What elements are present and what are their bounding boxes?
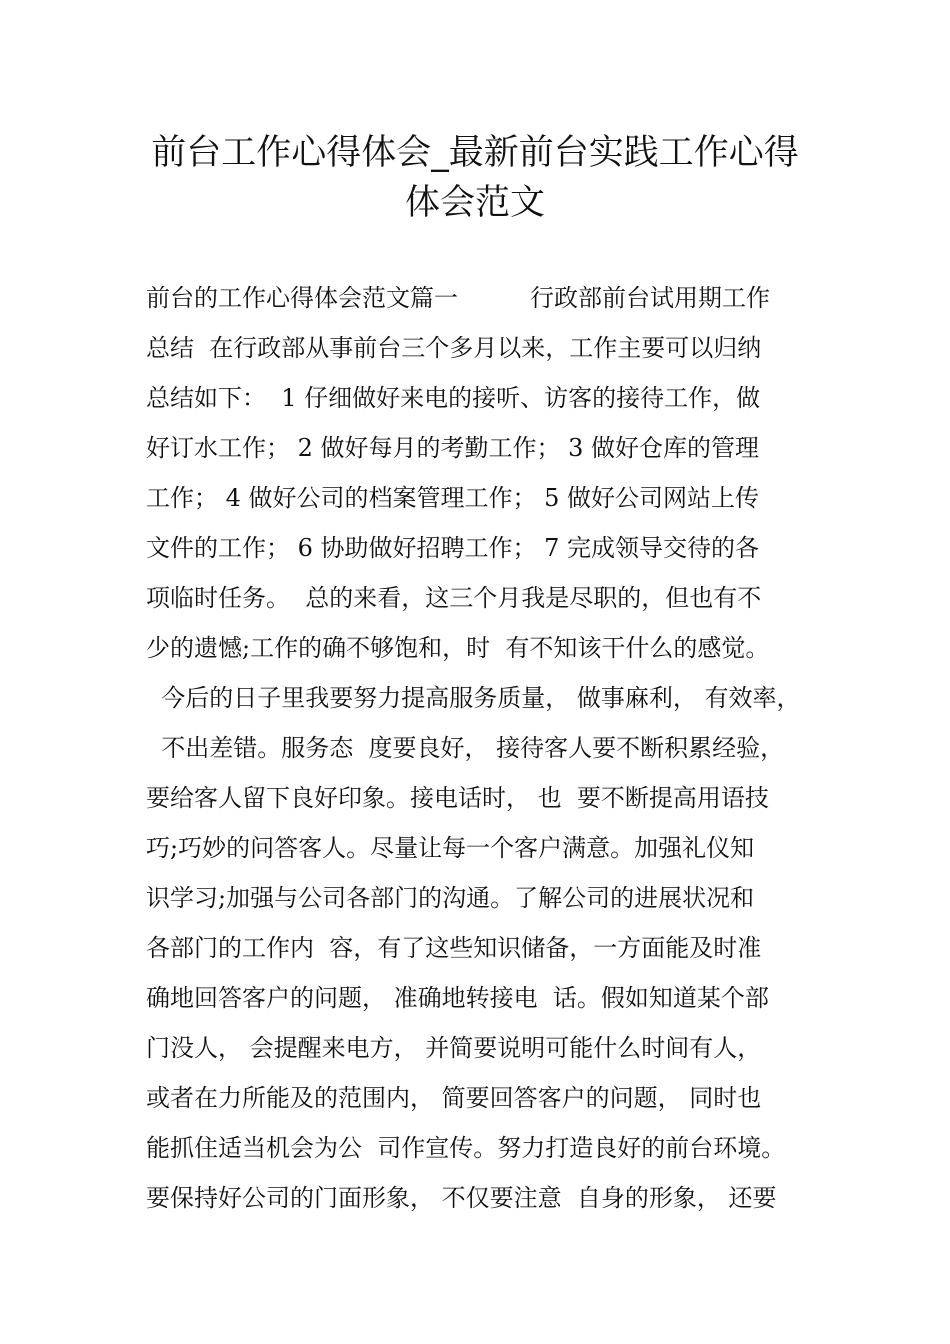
body-text-line: 确地回答客户的问题， 准确地转接电 话。假如知道某个部 bbox=[146, 984, 769, 1012]
body-text-line: 要给客人留下良好印象。接电话时， 也 要不断提高用语技 bbox=[146, 784, 769, 812]
document-title-line-1: 前台工作心得体会_最新前台实践工作心得 bbox=[151, 133, 799, 173]
document-title-line-2: 体会范文 bbox=[404, 183, 545, 223]
body-text-line: 少的遗憾;工作的确不够饱和，时 有不知该干什么的感觉。 bbox=[146, 634, 770, 662]
body-text-line: 或者在力所能及的范围内， 简要回答客户的问题， 同时也 bbox=[146, 1084, 762, 1112]
body-text-line: 各部门的工作内 容，有了这些知识储备，一方面能及时准 bbox=[146, 934, 762, 962]
body-text-line: 能抓住适当机会为公 司作宣传。努力打造良好的前台环境。 bbox=[146, 1134, 786, 1162]
body-text-line: 要保持好公司的门面形象， 不仅要注意 自身的形象， 还要 bbox=[146, 1184, 777, 1212]
body-text-line: 好订水工作； 2 做好每月的考勤工作； 3 做好仓库的管理 bbox=[146, 434, 760, 462]
body-text-line: 今后的日子里我要努力提高服务质量， 做事麻利， 有效率， bbox=[146, 684, 801, 712]
body-text-line: 总结 在行政部从事前台三个多月以来，工作主要可以归纳 bbox=[146, 334, 762, 362]
body-text-line: 总结如下： 1 仔细做好来电的接听、访客的接待工作，做 bbox=[146, 384, 761, 412]
body-text-line: 项临时任务。 总的来看，这三个月我是尽职的，但也有不 bbox=[146, 584, 762, 612]
body-text-line: 识学习;加强与公司各部门的沟通。了解公司的进展状况和 bbox=[146, 884, 755, 912]
body-text-line: 工作； 4 做好公司的档案管理工作； 5 做好公司网站上传 bbox=[146, 484, 760, 512]
body-text-line: 前台的工作心得体会范文篇一 行政部前台试用期工作 bbox=[146, 284, 770, 312]
body-text-line: 门没人， 会提醒来电方， 并简要说明可能什么时间有人， bbox=[146, 1034, 762, 1062]
body-text-line: 不出差错。服务态 度要良好， 接待客人要不断积累经验， bbox=[146, 734, 785, 762]
body-text-line: 巧;巧妙的问答客人。尽量让每一个客户满意。加强礼仪知 bbox=[146, 834, 755, 862]
body-text-line: 文件的工作； 6 协助做好招聘工作； 7 完成领导交待的各 bbox=[146, 534, 760, 562]
